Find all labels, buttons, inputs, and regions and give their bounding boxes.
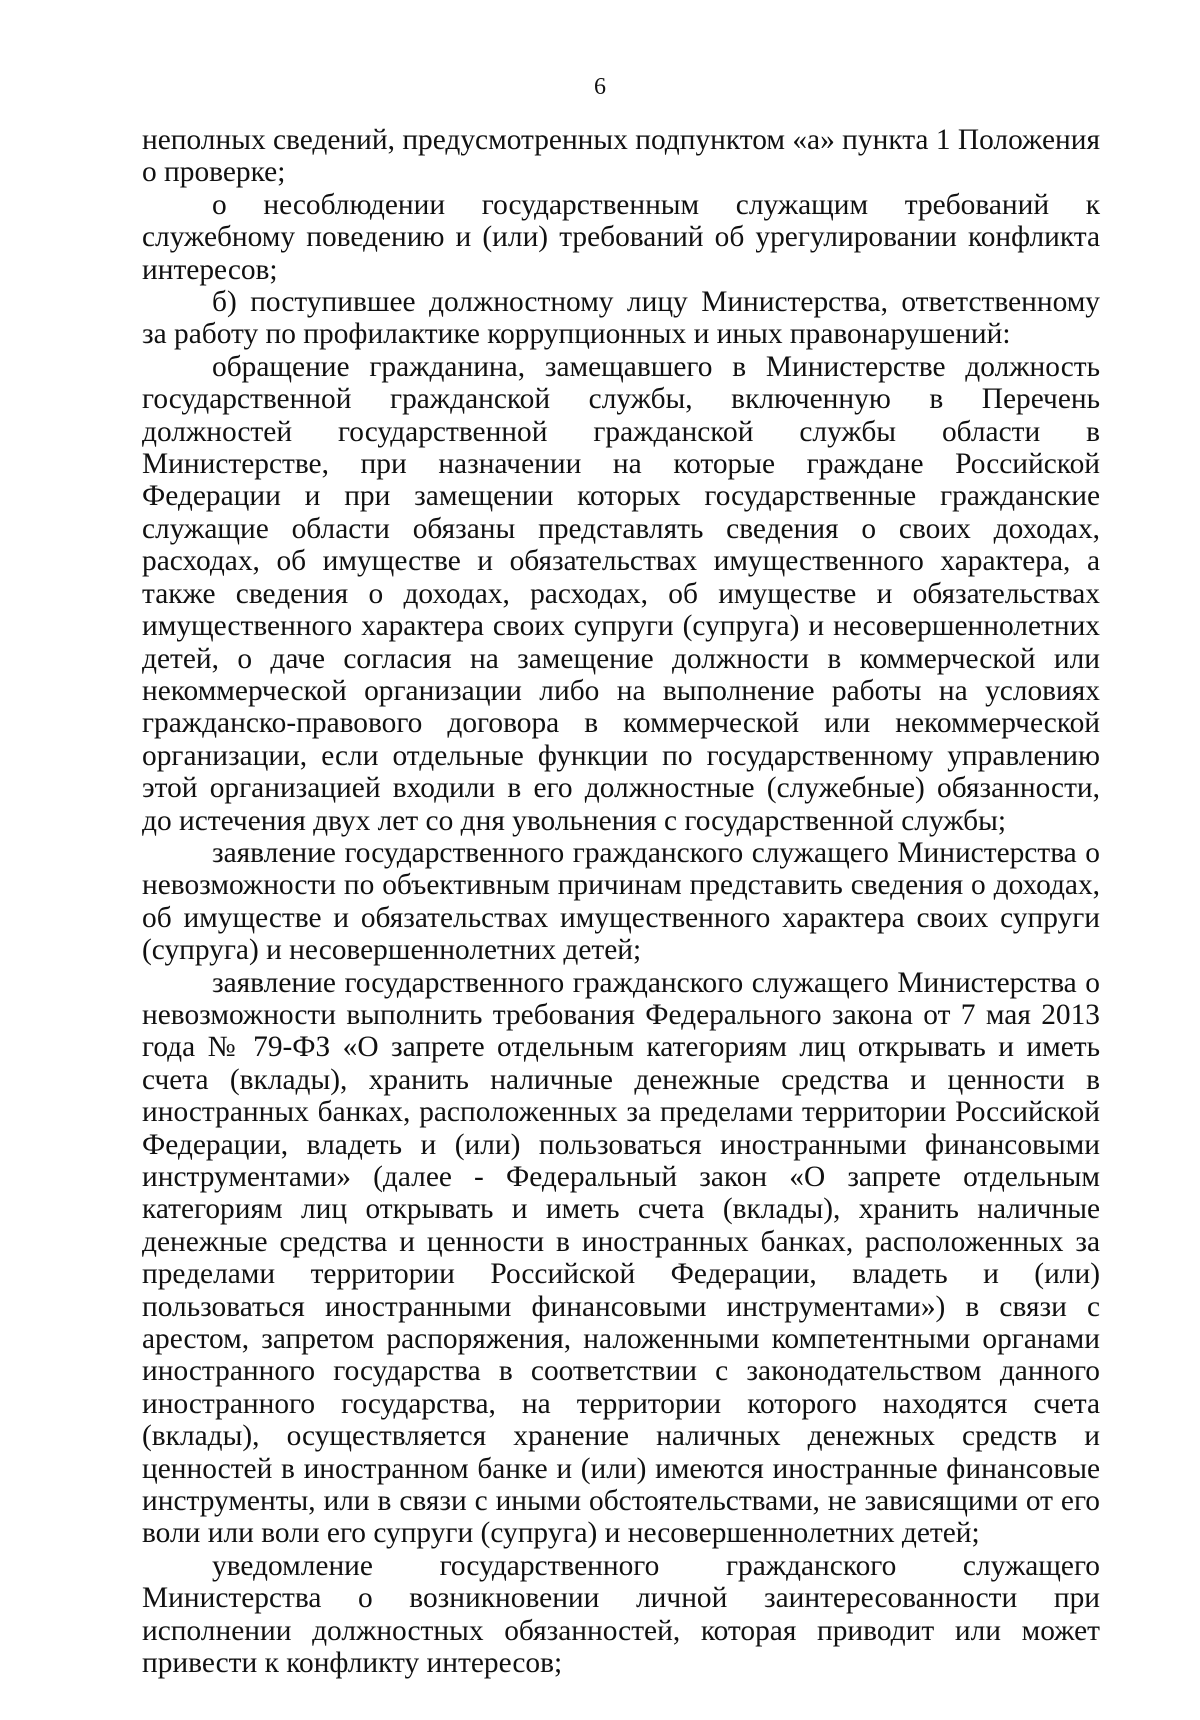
paragraph-4: обращение гражданина, замещавшего в Министерстве должность государственной гражданской службы, включенную в Перечень должностей государственной гражданской службы области в Министерстве, при назначении на которые граждане Российской Федерации и при замещении которых государственные гражданские служащие области обязаны представлять сведения о своих доходах, расходах, об имуществе и обязательствах имущественного характера, а также сведения о доходах, расходах, об имуществе и обязательствах имущественного характера своих супруги (супруга) и несовершеннолетних детей, о даче согласия на замещение должности в коммерческой или некоммерческой организации либо на выполнение работы на условиях гражданско-правового договора в коммерческой или некоммерческой организации, если отдельные функции по государственному управлению этой организацией входили в его должностные (служебные) обязанности, до истечения двух лет со дня увольнения с государственной службы;	[142, 350, 1100, 837]
page-number: 6	[594, 74, 606, 100]
paragraph-2: о несоблюдении государственным служащим требований к служебному поведению и (или) требований об урегулировании конфликта интересов;	[142, 188, 1100, 286]
paragraph-6: заявление государственного гражданского служащего Министерства о невозможности выполнить требования Федерального закона от 7 мая 2013 года № 79-ФЗ «О запрете отдельным категориям лиц открывать и иметь счета (вклады), хранить наличные денежные средства и ценности в иностранных банках, расположенных за пределами территории Российской Федерации, владеть и (или) пользоваться иностранными финансовыми инструментами» (далее - Федеральный закон «О запрете отдельным категориям лиц открывать и иметь счета (вклады), хранить наличные денежные средства и ценности в иностранных банках, расположенных за пределами территории Российской Федерации, владеть и (или) пользоваться иностранными финансовыми инструментами») в связи с арестом, запретом распоряжения, наложенными компетентными органами иностранного государства в соответствии с законодательством данного иностранного государства, на территории которого находятся счета (вклады), осуществляется хранение наличных денежных средств и ценностей в иностранном банке и (или) имеются иностранные финансовые инструменты, или в связи с иными обстоятельствами, не зависящими от его воли или воли его супруги (супруга) и несовершеннолетних детей;	[142, 966, 1100, 1550]
paragraph-5: заявление государственного гражданского служащего Министерства о невозможности по объективным причинам представить сведения о доходах, об имуществе и обязательствах имущественного характера своих супруги (супруга) и несовершеннолетних детей;	[142, 836, 1100, 967]
paragraph-1: неполных сведений, предусмотренных подпунктом «а» пункта 1 Положения о проверке;	[142, 124, 1100, 189]
paragraph-7: уведомление государственного гражданского служащего Министерства о возникновении личной заинтересованности при исполнении должностных обязанностей, которая приводит или может привести к конфликту интересов;	[142, 1549, 1100, 1680]
paragraph-3: б) поступившее должностному лицу Министерства, ответственному за работу по профилактике коррупционных и иных правонарушений:	[142, 286, 1100, 351]
document-body	[142, 124, 1100, 1680]
